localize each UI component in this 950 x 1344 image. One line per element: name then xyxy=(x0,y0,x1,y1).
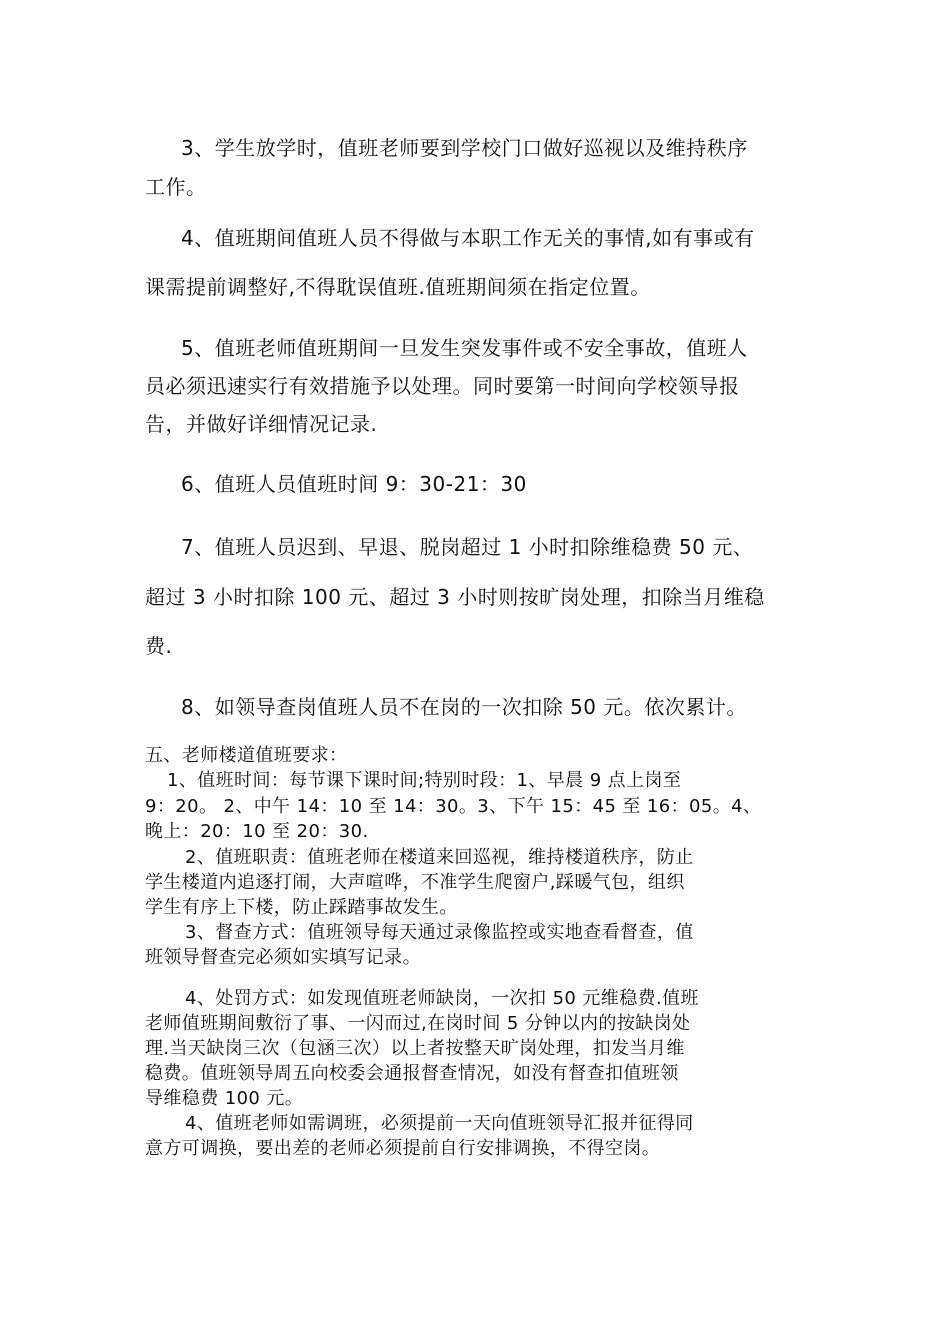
penalty-line-3: 理.当天缺岗三次（包涵三次）以上者按整天旷岗处理，扣发当月维 xyxy=(145,1038,685,1059)
shift-change-line-2: 意方可调换，要出差的老师必须提前自行安排调换，不得空岗。 xyxy=(145,1138,661,1159)
duty-responsibility-line-3: 学生有序上下楼，防止踩踏事故发生。 xyxy=(145,897,458,918)
penalty-line-4: 稳费。值班领导周五向校委会通报督查情况，如没有督查扣值班领 xyxy=(145,1063,679,1084)
duty-time-line-3: 晚上：20：10 至 20：30. xyxy=(145,821,369,842)
item-4-line-2: 课需提前调整好,不得耽误值班.值班期间须在指定位置。 xyxy=(145,275,651,299)
item-5-line-1: 5、值班老师值班期间一旦发生突发事件或不安全事故，值班人 xyxy=(181,336,748,360)
item-8-line-1: 8、如领导查岗值班人员不在岗的一次扣除 50 元。依次累计。 xyxy=(181,695,747,719)
section-5-heading: 五、老师楼道值班要求： xyxy=(145,745,348,766)
item-7-line-3: 费. xyxy=(145,634,173,658)
shift-change-line-1: 4、值班老师如需调班，必须提前一天向值班领导汇报并征得同 xyxy=(185,1113,694,1134)
penalty-line-5: 导维稳费 100 元。 xyxy=(145,1088,304,1109)
duty-responsibility-line-1: 2、值班职责：值班老师在楼道来回巡视，维持楼道秩序，防止 xyxy=(185,847,694,868)
item-5-line-2: 员必须迅速实行有效措施予以处理。同时要第一时间向学校领导报 xyxy=(145,374,740,398)
duty-time-line-2: 9：20。 2、中午 14：10 至 14：30。3、下午 15：45 至 16：05。4、 xyxy=(145,796,762,817)
penalty-line-2: 老师值班期间敷衍了事、一闪而过,在岗时间 5 分钟以内的按缺岗处 xyxy=(145,1013,691,1034)
item-3-line-2: 工作。 xyxy=(145,175,207,199)
duty-responsibility-line-2: 学生楼道内追逐打闹，大声喧哗，不准学生爬窗户,踩暖气包，组织 xyxy=(145,872,685,893)
item-5-line-3: 告，并做好详细情况记录. xyxy=(145,412,378,436)
item-4-line-1: 4、值班期间值班人员不得做与本职工作无关的事情,如有事或有 xyxy=(181,226,755,250)
inspection-line-1: 3、督查方式：值班领导每天通过录像监控或实地查看督查，值 xyxy=(185,922,694,943)
item-3-line-1: 3、学生放学时，值班老师要到学校门口做好巡视以及维持秩序 xyxy=(181,136,748,160)
item-7-line-1: 7、值班人员迟到、早退、脱岗超过 1 小时扣除维稳费 50 元、 xyxy=(181,535,754,559)
penalty-line-1: 4、处罚方式：如发现值班老师缺岗，一次扣 50 元维稳费.值班 xyxy=(185,988,699,1009)
duty-time-line-1: 1、值班时间：每节课下课时间;特别时段：1、早晨 9 点上岗至 xyxy=(167,770,682,791)
item-7-line-2: 超过 3 小时扣除 100 元、超过 3 小时则按旷岗处理，扣除当月维稳 xyxy=(145,585,765,609)
inspection-line-2: 班领导督查完必须如实填写记录。 xyxy=(145,947,421,968)
item-6-line-1: 6、值班人员值班时间 9：30-21：30 xyxy=(181,472,527,496)
